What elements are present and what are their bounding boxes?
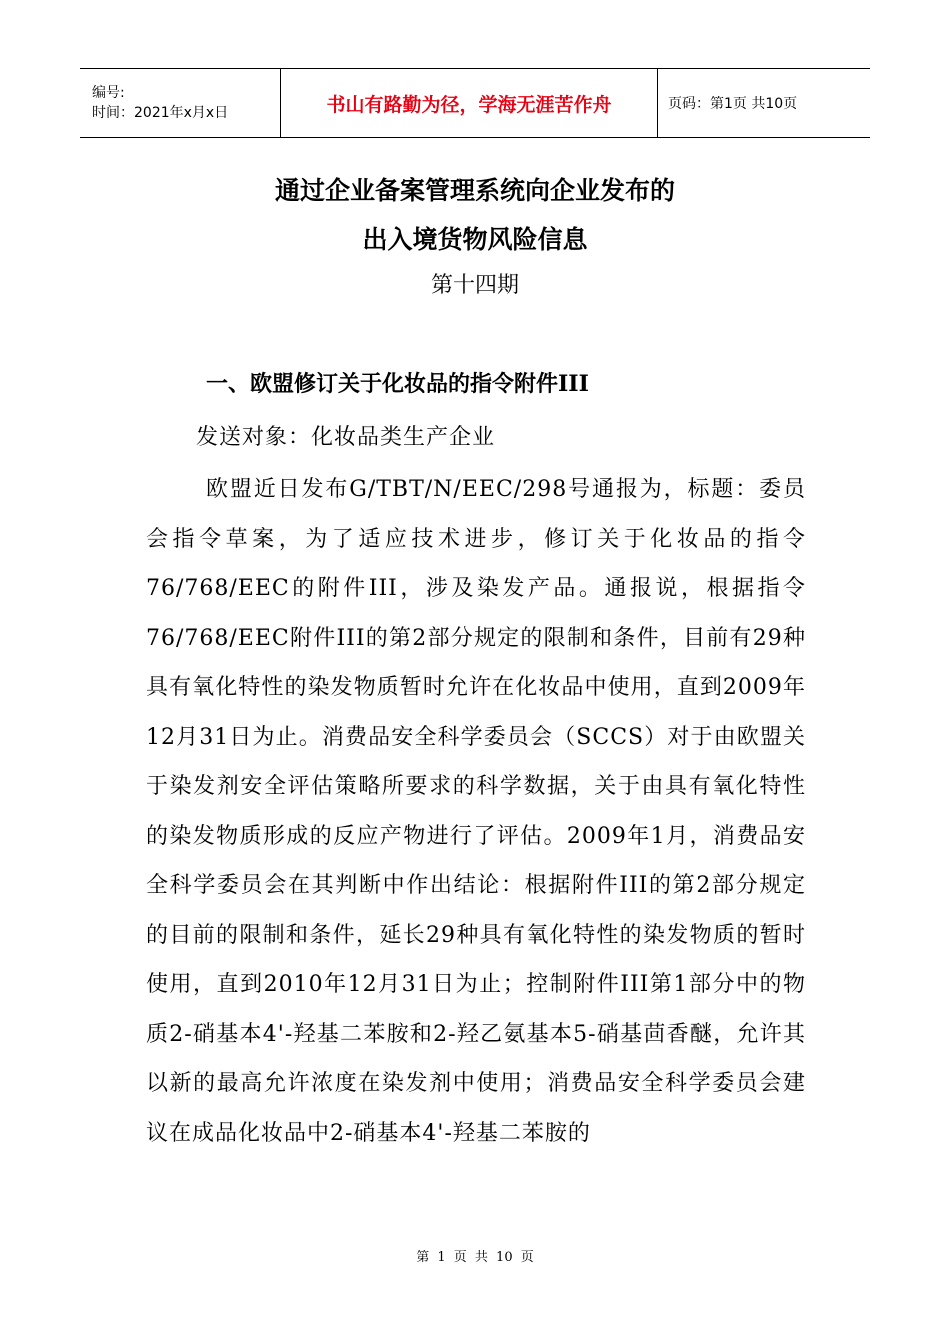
document-number-label: 编号:	[92, 85, 125, 101]
page-header	[80, 68, 870, 138]
document-date: 时间：2021年x月x日	[92, 105, 229, 121]
document-title-line1: 通过企业备案管理系统向企业发布的	[274, 176, 675, 205]
page-footer: 第 1 页 共 10 页	[416, 1250, 534, 1265]
header-page-info: 页码：第1页 共10页	[668, 96, 798, 112]
issue-number: 第十四期	[430, 273, 519, 298]
section-heading: 一、欧盟修订关于化妆品的指令附件III	[206, 371, 589, 397]
document-title-line2: 出入境货物风险信息	[362, 225, 588, 254]
body-paragraph: 欧盟近日发布G/TBT/N/EEC/298号通报为，标题：委员会指令草案，为了适应技术进步，修订关于化妆品的指令76/768/EEC的附件III，涉及染发产品。通报说，根据指令76/768/EEC附件III的第2部分规定的限制和条件，目前有29种具有氧化特性的染发物质暂时允许在化妆品中使用，直到2009年12月31日为止。消费品安全科学委员会（SCCS）对于由欧盟关于染发剂安全评估策略所要求的科学数据，关于由具有氧化特性的染发物质形成的反应产物进行了评估。2009年1月，消费品安全科学委员会在其判断中作出结论：根据附件III的第2部分规定的目前的限制和条件，延长29种具有氧化特性的染发物质的暂时使用，直到2010年12月31日为止；控制附件III第1部分中的物质2-硝基本4'-羟基二苯胺和2-羟乙氨基本5-硝基茴香醚，允许其以新的最高允许浓度在染发剂中使用；消费品安全科学委员会建议在成品化妆品中2-硝基本4'-羟基二苯胺的	[146, 477, 806, 1146]
audience-line: 发送对象：化妆品类生产企业	[196, 425, 496, 450]
header-motto: 书山有路勤为径，学海无涯苦作舟	[281, 69, 658, 137]
header-meta	[80, 69, 281, 137]
